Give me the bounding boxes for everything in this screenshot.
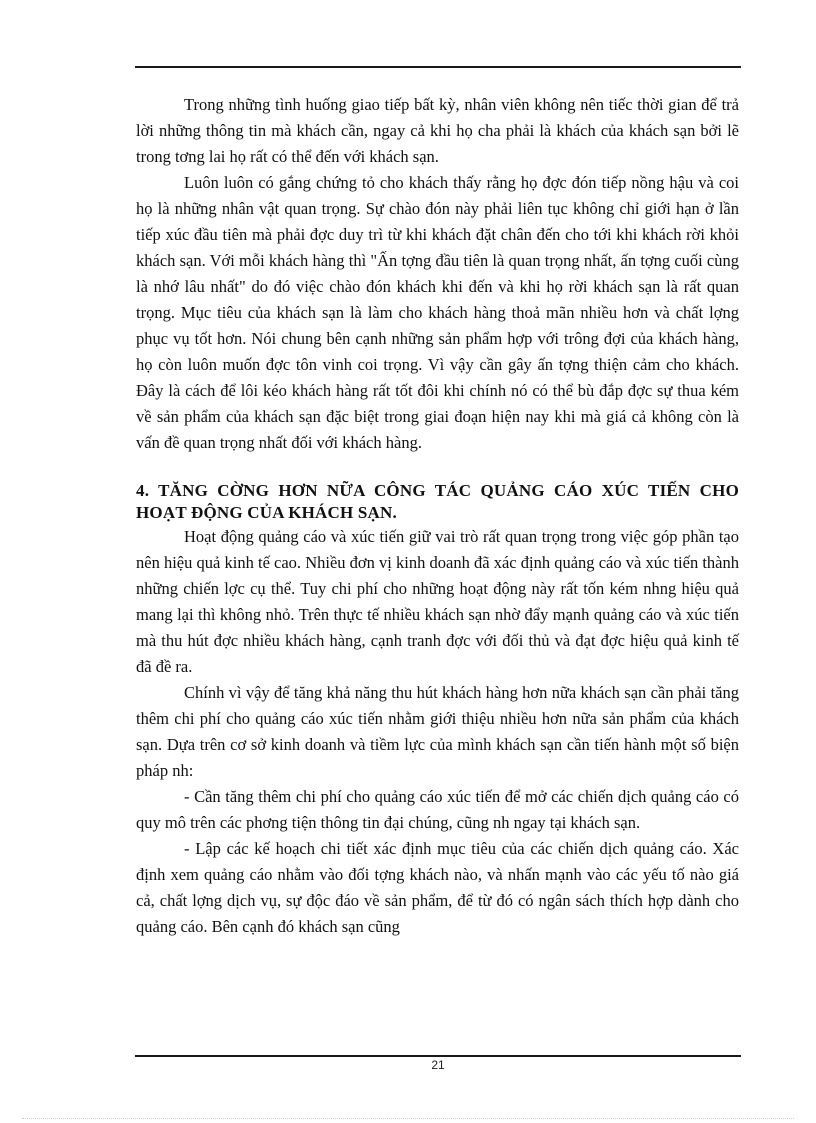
footer-rule bbox=[135, 1055, 741, 1057]
page-edge-divider bbox=[22, 1118, 794, 1119]
paragraph-chi-phi-quang-cao: Chính vì vậy để tăng khả năng thu hút khách hàng hơn nữa khách sạn cần phải tăng thêm chi phí cho quảng cáo xúc tiến nhằm giới thiệu nhiều hơn nữa sản phẩm của khách sạn. Dựa trên cơ sở kinh doanh và tiềm lực của mình khách sạn cần tiến hành một số biện pháp nh: bbox=[136, 683, 739, 780]
section-heading-quang-cao: 4. TĂNG CỜNG HƠN NỮA CÔNG TÁC QUẢNG CÁO XÚC TIẾN CHO HOẠT ĐỘNG CỦA KHÁCH SẠN. bbox=[136, 481, 739, 522]
list-item-tang-chi-phi: - Cần tăng thêm chi phí cho quảng cáo xúc tiến để mở các chiến dịch quảng cáo có quy mô trên các phơng tiện thông tin đại chúng, cũng nh ngay tại khách sạn. bbox=[136, 787, 739, 832]
paragraph-chao-don: Luôn luôn có gắng chứng tỏ cho khách thấy rằng họ đợc đón tiếp nồng hậu và coi họ là những nhân vật quan trọng. Sự chào đón này phải liên tục không chỉ giới hạn ở lần tiếp xúc đầu tiên mà phải đợc duy trì từ khi khách đặt chân đến cho tới khi khách rời khỏi khách sạn. Với mỗi khách hàng thì "Ấn tợng đầu tiên là quan trọng nhất, ấn tợng cuối cùng là nhớ lâu nhất" do đó việc chào đón khách khi đến và khi họ rời khách sạn là rất quan trọng. Mục tiêu của khách sạn là làm cho khách hàng thoả mãn nhiều hơn và chất lợng phục vụ tốt hơn. Nói chung bên cạnh những sản phẩm hợp với trông đợi của khách hàng, họ còn luôn muốn đợc tôn vinh coi trọng. Vì vậy cần gây ấn tợng thiện cảm cho khách. Đây là cách để lôi kéo khách hàng rất tốt đôi khi chính nó có thể bù đắp đợc sự thua kém về sản phẩm của khách sạn đặc biệt trong giai đoạn hiện nay khi mà giá cả không còn là vấn đề quan trọng nhất đối với khách hàng. bbox=[136, 173, 739, 452]
page-body bbox=[136, 92, 739, 940]
header-rule bbox=[135, 66, 741, 68]
paragraph-giao-tiep: Trong những tình huống giao tiếp bất kỳ, nhân viên không nên tiếc thời gian để trả lời những thông tin mà khách cần, ngay cả khi họ cha phải là khách của khách sạn bởi lẽ trong tơng lai họ rất có thể đến với khách sạn. bbox=[136, 95, 739, 166]
paragraph-vai-tro-quang-cao: Hoạt động quảng cáo và xúc tiến giữ vai trò rất quan trọng trong việc góp phần tạo nên hiệu quả kinh tế cao. Nhiều đơn vị kinh doanh đã xác định quảng cáo và xúc tiến thành những chiến lợc cụ thể. Tuy chi phí cho những hoạt động này rất tốn kém nhng hiệu quả mang lại thì không nhỏ. Trên thực tế nhiều khách sạn nhờ đẩy mạnh quảng cáo và xúc tiến mà thu hút đợc nhiều khách hàng, cạnh tranh đợc với đối thủ và đạt đợc hiệu quả kinh tế đã đề ra. bbox=[136, 527, 739, 676]
page-number: 21 bbox=[431, 1058, 445, 1072]
list-item-ke-hoach: - Lập các kế hoạch chi tiết xác định mục tiêu của các chiến dịch quảng cáo. Xác định xem quảng cáo nhằm vào đối tợng khách nào, và nhấn mạnh vào các yếu tố nào giá cả, chất lợng dịch vụ, sự độc đáo về sản phẩm, để từ đó có ngân sách thích hợp dành cho quảng cáo. Bên cạnh đó khách sạn cũng bbox=[136, 839, 739, 936]
